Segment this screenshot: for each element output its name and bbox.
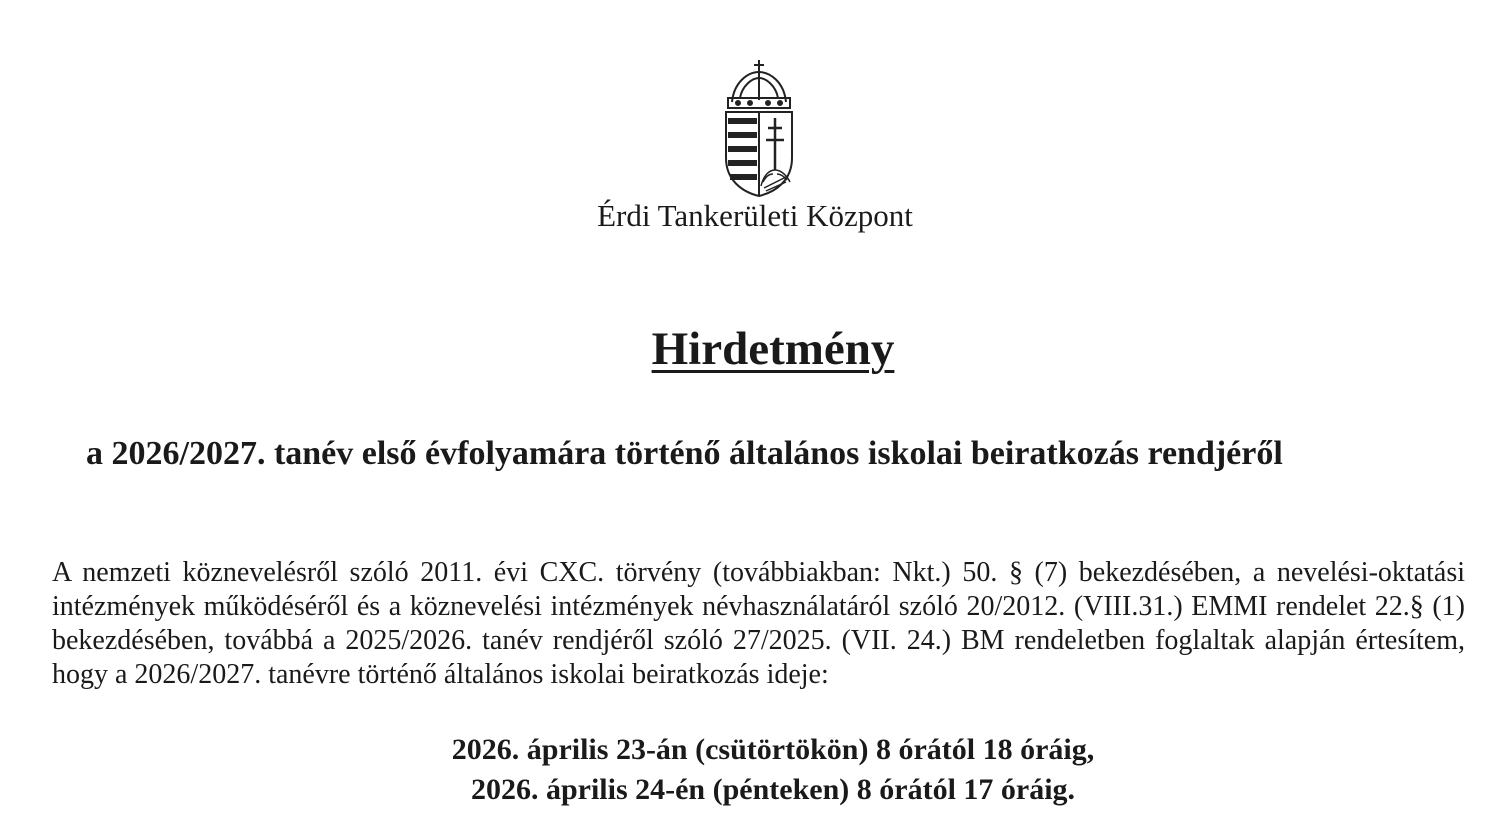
body-paragraph: A nemzeti köznevelésről szóló 2011. évi CXC. törvény (továbbiakban: Nkt.) 50. § (7) bekezdésében, a nevelési-oktatási intézmények működéséről és a köznevelési intézmények névhasználatáról szóló 20/2012. (VIII.31.) EMMI rendelet 22.§ (1) bekezdésében, továbbá a 2025/2026. tanév rendjéről szóló 27/2025. (VII. 24.) BM rendeletben foglaltak alapján értesítem, hogy a 2026/2027. tanévre történő általános iskolai beiratkozás ideje:	[52, 557, 1465, 690]
document-title: Hirdetmény	[651, 323, 895, 375]
document-subtitle: a 2026/2027. tanév első évfolyamára történő általános iskolai beiratkozás rendjéről	[86, 435, 1283, 472]
enrollment-date-line: 2026. április 24-én (pénteken) 8 órától 17 óráig.	[470, 773, 1076, 806]
organization-name: Érdi Tankerületi Központ	[597, 198, 913, 233]
enrollment-date-line: 2026. április 23-án (csütörtökön) 8 órától 18 óráig,	[451, 733, 1095, 766]
hungarian-coat-of-arms-icon	[718, 58, 800, 198]
enrollment-dates	[0, 730, 1497, 810]
